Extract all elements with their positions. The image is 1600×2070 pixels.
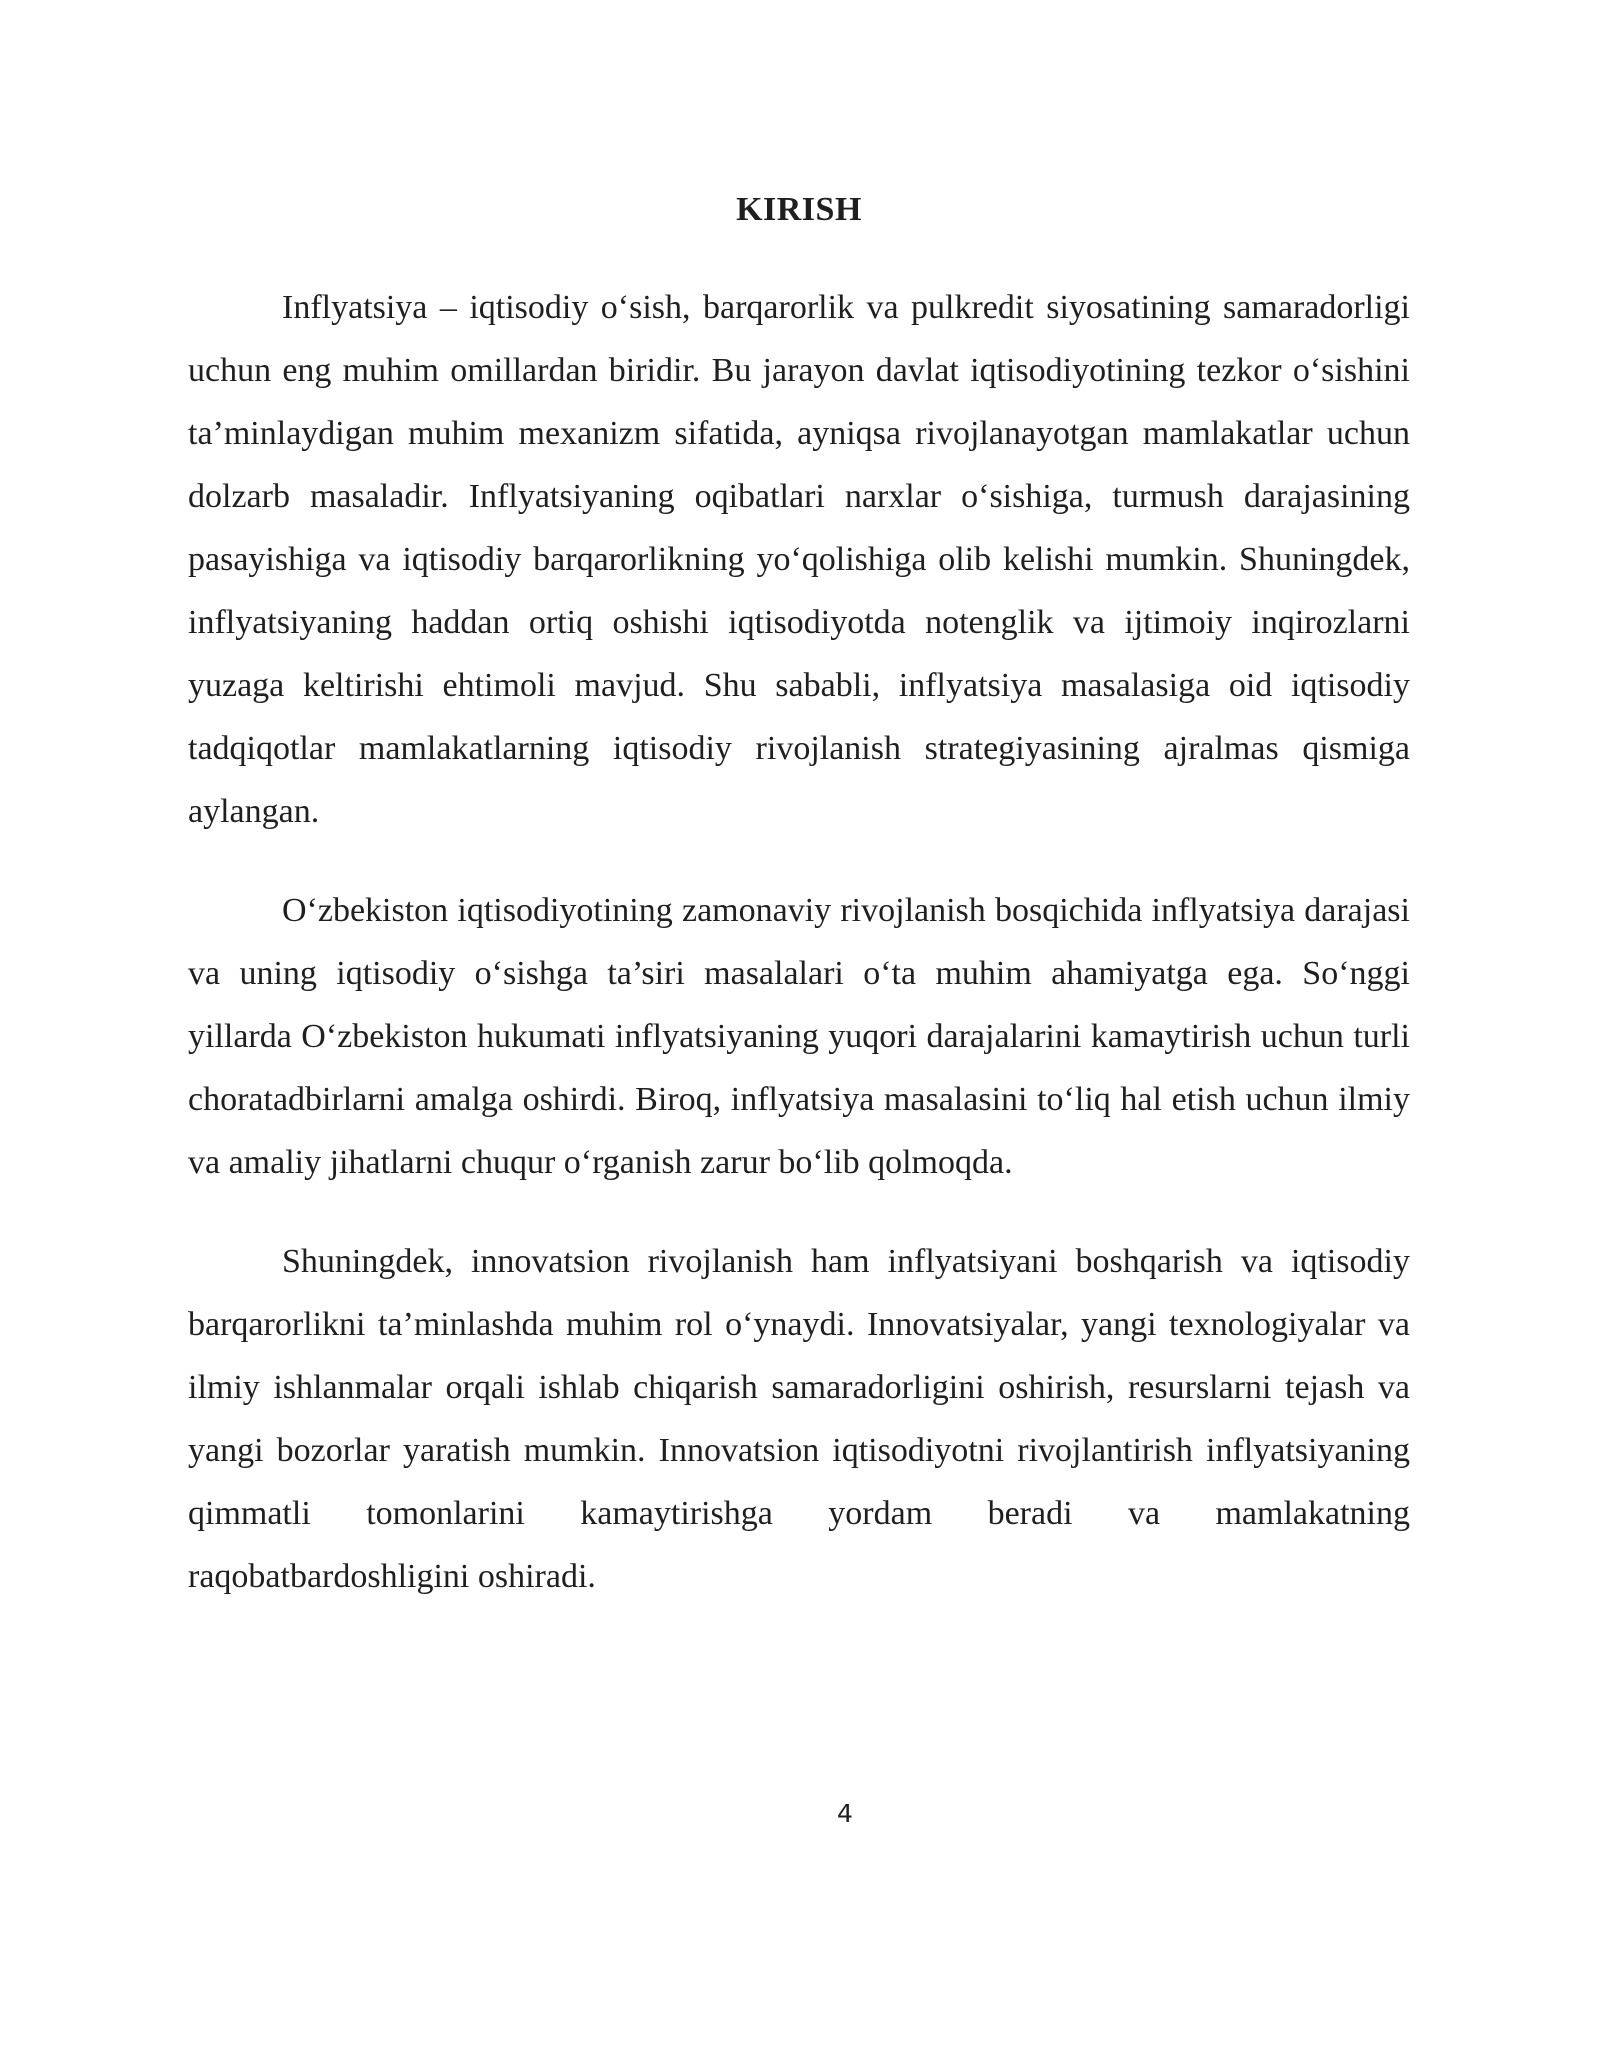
paragraph-2: O‘zbekiston iqtisodiyotining zamonaviy rivojlanish bosqichida inflyatsiya darajasi va uning iqtisodiy o‘sishga ta’siri masalalari o‘ta muhim ahamiyatga ega. So‘nggi yillarda O‘zbekiston hukumati inflyatsiyaning yuqori darajalarini kamaytirish uchun turli choratadbirlarni amalga oshirdi. Biroq, inflyatsiya masalasini to‘liq hal etish uchun ilmiy va amaliy jihatlarni chuqur o‘rganish zarur bo‘lib qolmoqda.	[188, 892, 1410, 1181]
page-number: 4	[837, 1799, 853, 1828]
paragraph-3: Shuningdek, innovatsion rivojlanish ham inflyatsiyani boshqarish va iqtisodiy barqarorlikni ta’minlashda muhim rol o‘ynaydi. Innovatsiyalar, yangi texnologiyalar va ilmiy ishlanmalar orqali ishlab chiqarish samaradorligini oshirish, resurslarni tejash va yangi bozorlar yaratish mumkin. Innovatsion iqtisodiyotni rivojlantirish inflyatsiyaning qimmatli tomonlarini kamaytirishga yordam beradi va mamlakatning raqobatbardoshligini oshiradi.	[188, 1243, 1410, 1595]
page-content	[188, 188, 1410, 1644]
paragraph-1: Inflyatsiya – iqtisodiy o‘sish, barqarorlik va pulkredit siyosatining samaradorligi uchun eng muhim omillardan biridir. Bu jarayon davlat iqtisodiyotining tezkor o‘sishini ta’minlaydigan muhim mexanizm sifatida, ayniqsa rivojlanayotgan mamlakatlar uchun dolzarb masaladir. Inflyatsiyaning oqibatlari narxlar o‘sishiga, turmush darajasining pasayishiga va iqtisodiy barqarorlikning yo‘qolishiga olib kelishi mumkin. Shuningdek, inflyatsiyaning haddan ortiq oshishi iqtisodiyotda notenglik va ijtimoiy inqirozlarni yuzaga keltirishi ehtimoli mavjud. Shu sababli, inflyatsiya masalasiga oid iqtisodiy tadqiqotlar mamlakatlarning iqtisodiy rivojlanish strategiyasining ajralmas qismiga aylangan.	[188, 289, 1410, 830]
section-title: KIRISH	[736, 191, 862, 228]
